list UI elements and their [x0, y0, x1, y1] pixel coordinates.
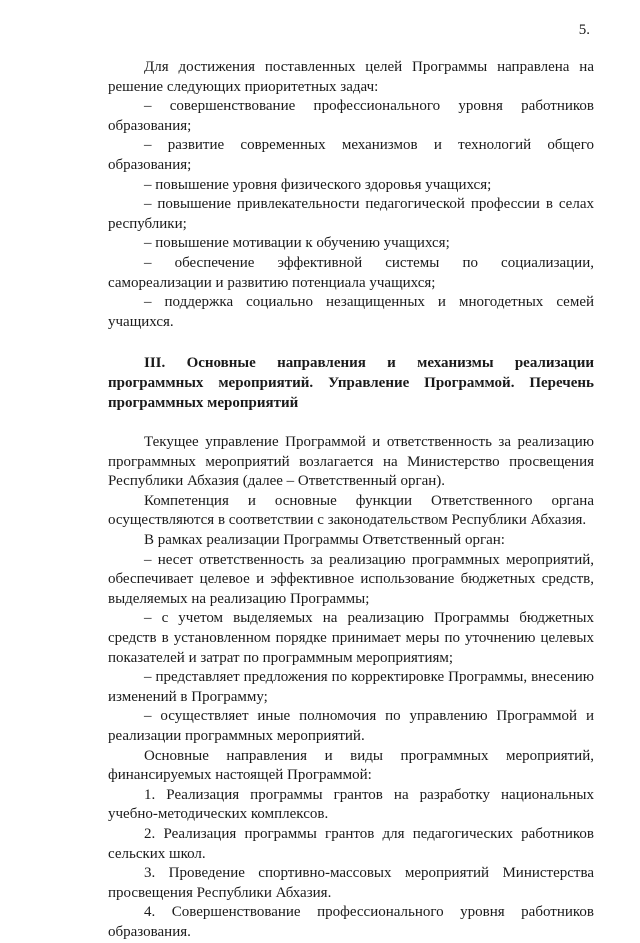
- task-item: – обеспечение эффективной системы по социализации, самореализации и развитию потенциала учащихся;: [108, 254, 594, 291]
- measure-item: 1. Реализация программы грантов на разработку национальных учебно-методических комплексов.: [108, 786, 594, 823]
- management-paragraph: Текущее управление Программой и ответственность за реализацию программных мероприятий возлагается на Министерство просвещения Республики Абхазия (далее – Ответственный орган).: [108, 434, 594, 490]
- measure-item: 4. Совершенствование профессионального уровня работников образования.: [108, 904, 594, 940]
- document-body: [108, 58, 594, 943]
- framework-paragraph: В рамках реализации Программы Ответственный орган:: [144, 532, 505, 549]
- task-item: – повышение привлекательности педагогической профессии в селах республики;: [108, 196, 594, 232]
- measure-item: 3. Проведение спортивно-массовых мероприятий Министерства просвещения Республики Абхазия.: [108, 865, 594, 901]
- function-item: – несет ответственность за реализацию программных мероприятий, обеспечивает целевое и эффективное использование бюджетных средств, выделяемых на реализацию Программы;: [108, 551, 594, 607]
- task-item: – поддержка социально незащищенных и многодетных семей учащихся.: [108, 294, 594, 330]
- task-item: – развитие современных механизмов и технологий общего образования;: [108, 137, 594, 173]
- measure-item: 2. Реализация программы грантов для педагогических работников сельских школ.: [108, 825, 594, 862]
- page-number: 5.: [578, 22, 590, 38]
- competence-paragraph: Компетенция и основные функции Ответственного органа осуществляются в соответствии с законодательством Республики Абхазия.: [108, 492, 594, 529]
- task-item: – повышение уровня физического здоровья учащихся;: [144, 176, 492, 193]
- task-item: – повышение мотивации к обучению учащихся;: [144, 235, 450, 252]
- function-item: – осуществляет иные полномочия по управлению Программой и реализации программных мероприятий.: [108, 708, 594, 744]
- function-item: – представляет предложения по корректировке Программы, внесению изменений в Программу;: [108, 669, 594, 705]
- section-heading: III. Основные направления и механизмы реализации программных мероприятий. Управление Программой. Перечень программных мероприятий: [108, 355, 594, 411]
- function-item: – с учетом выделяемых на реализацию Программы бюджетных средств в установленном порядке принимает меры по уточнению целевых показателей и затрат по программным мероприятиям;: [108, 610, 594, 666]
- intro-paragraph: Для достижения поставленных целей Программы направлена на решение следующих приоритетных задач:: [108, 59, 594, 95]
- directions-paragraph: Основные направления и виды программных мероприятий, финансируемых настоящей Программой:: [108, 747, 594, 784]
- task-item: – совершенствование профессионального уровня работников образования;: [108, 98, 594, 134]
